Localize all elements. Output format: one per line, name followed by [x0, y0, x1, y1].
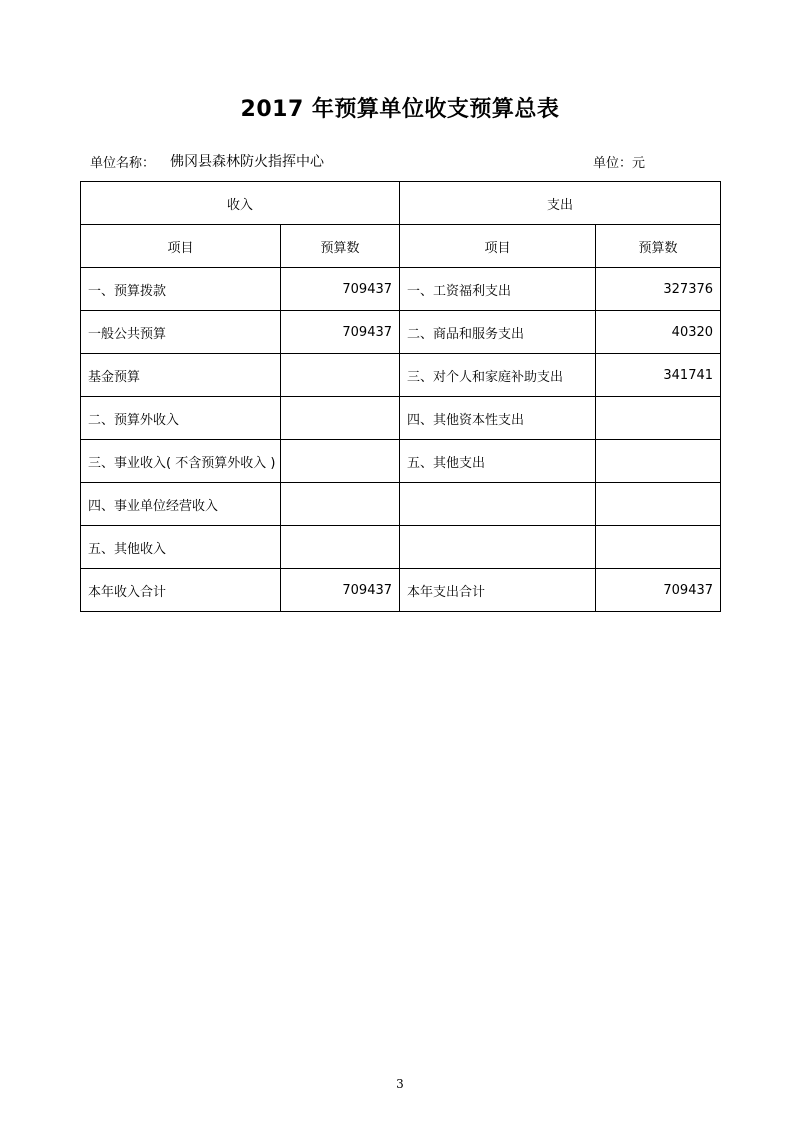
income-item: 二、预算外收入 [81, 397, 281, 440]
table-row [81, 311, 721, 354]
income-item: 一般公共预算 [81, 311, 281, 354]
expense-value: 327376 [596, 268, 721, 311]
expense-item [400, 483, 596, 526]
currency-unit-label: 单位：元 [593, 156, 646, 171]
income-section-header: 收入 [81, 182, 400, 225]
expense-item: 三、对个人和家庭补助支出 [400, 354, 596, 397]
income-budget-column-header: 预算数 [281, 225, 400, 268]
income-value: 709437 [281, 311, 400, 354]
expense-section-header: 支出 [400, 182, 721, 225]
income-value [281, 483, 400, 526]
income-value [281, 440, 400, 483]
income-item-column-header: 项目 [81, 225, 281, 268]
table-row [81, 397, 721, 440]
income-total-value: 709437 [281, 569, 400, 612]
expense-value: 341741 [596, 354, 721, 397]
budget-summary-table [80, 181, 721, 612]
income-value [281, 354, 400, 397]
income-total-label: 本年收入合计 [81, 569, 281, 612]
expense-total-value: 709437 [596, 569, 721, 612]
expense-value: 40320 [596, 311, 721, 354]
table-row [81, 526, 721, 569]
expense-value [596, 397, 721, 440]
expense-total-label: 本年支出合计 [400, 569, 596, 612]
table-row [81, 483, 721, 526]
expense-item-column-header: 项目 [400, 225, 596, 268]
table-total-row [81, 569, 721, 612]
expense-budget-column-header: 预算数 [596, 225, 721, 268]
income-item: 三、事业收入( 不含预算外收入 ) [81, 440, 281, 483]
table-row [81, 268, 721, 311]
income-value [281, 397, 400, 440]
page-title: 2017 年预算单位收支预算总表 [240, 97, 560, 122]
table-row [81, 354, 721, 397]
table-row [81, 440, 721, 483]
income-value [281, 526, 400, 569]
expense-item: 二、商品和服务支出 [400, 311, 596, 354]
income-value: 709437 [281, 268, 400, 311]
table-column-header-row [81, 225, 721, 268]
expense-item [400, 526, 596, 569]
income-item: 基金预算 [81, 354, 281, 397]
expense-item: 五、其他支出 [400, 440, 596, 483]
table-section-header-row [81, 182, 721, 225]
income-item: 四、事业单位经营收入 [81, 483, 281, 526]
expense-value [596, 526, 721, 569]
expense-item: 四、其他资本性支出 [400, 397, 596, 440]
unit-name-label: 单位名称： [90, 156, 156, 171]
income-item: 五、其他收入 [81, 526, 281, 569]
income-item: 一、预算拨款 [81, 268, 281, 311]
expense-value [596, 483, 721, 526]
expense-value [596, 440, 721, 483]
expense-item: 一、工资福利支出 [400, 268, 596, 311]
page-number: 3 [396, 1077, 404, 1091]
unit-name-value: 佛冈县森林防火指挥中心 [170, 154, 324, 170]
